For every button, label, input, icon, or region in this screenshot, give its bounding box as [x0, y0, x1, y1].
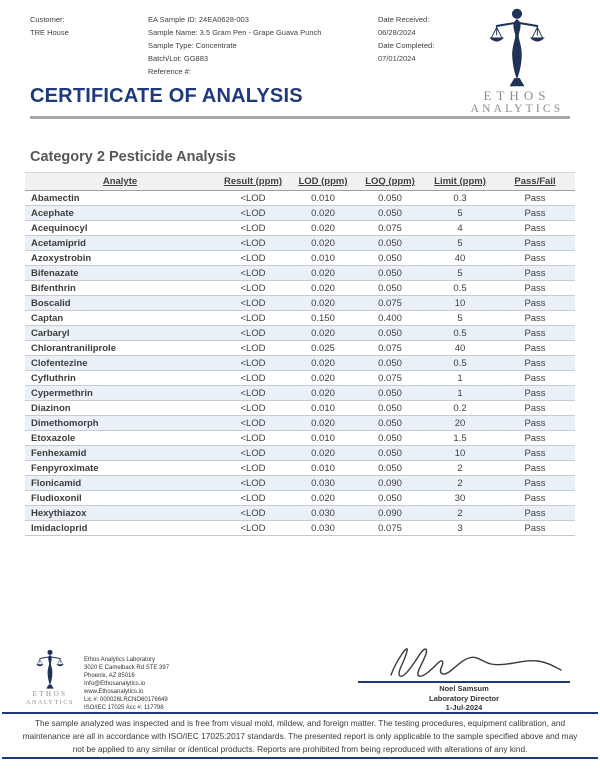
date-info-line: Date Received: [378, 15, 430, 24]
section-heading: Category 2 Pesticide Analysis [30, 149, 236, 165]
table-row [25, 446, 575, 461]
cell-value: 0.075 [355, 371, 425, 386]
cell-value: 0.010 [291, 431, 355, 446]
analyte-name: Etoxazole [25, 431, 215, 446]
sample-info [148, 13, 373, 78]
cell-value: <LOD [215, 416, 291, 431]
customer-label: Customer: [30, 15, 65, 24]
cell-value: 5 [425, 206, 495, 221]
signature-image [383, 639, 567, 681]
cell-value: 0.050 [355, 446, 425, 461]
cell-value: 0.020 [291, 356, 355, 371]
cell-value: Pass [495, 476, 575, 491]
cell-value: <LOD [215, 251, 291, 266]
cell-value: 0.050 [355, 266, 425, 281]
cell-value: 0.020 [291, 281, 355, 296]
cell-value: 0.030 [291, 476, 355, 491]
cell-value: Pass [495, 491, 575, 506]
cell-value: 0.050 [355, 191, 425, 206]
table-row [25, 476, 575, 491]
cell-value: 0.020 [291, 221, 355, 236]
table-row [25, 191, 575, 206]
cell-value: 0.075 [355, 521, 425, 536]
column-header: Result (ppm) [215, 173, 291, 191]
table-row [25, 416, 575, 431]
cell-value: 0.010 [291, 251, 355, 266]
cell-value: 2 [425, 461, 495, 476]
cell-value: 0.5 [425, 281, 495, 296]
lab-info-line: Info@Ethosanalytics.io [84, 681, 146, 687]
lab-info-line: Phoenix, AZ 85016 [84, 673, 135, 679]
cell-value: Pass [495, 251, 575, 266]
cell-value: Pass [495, 386, 575, 401]
lab-info-line: ISO/IEC 17025 Acc #: 117798 [84, 705, 164, 711]
column-header: LOQ (ppm) [355, 173, 425, 191]
title-divider [30, 116, 570, 119]
cell-value: <LOD [215, 191, 291, 206]
cell-value: 5 [425, 266, 495, 281]
cell-value: 10 [425, 446, 495, 461]
company-logo [460, 5, 574, 116]
table-row [25, 371, 575, 386]
cell-value: 0.050 [355, 281, 425, 296]
analyte-name: Acetamiprid [25, 236, 215, 251]
table-body [25, 191, 575, 536]
cell-value: 0.075 [355, 341, 425, 356]
table-row [25, 236, 575, 251]
cell-value: 20 [425, 416, 495, 431]
footer-logo [22, 648, 78, 707]
cell-value: 0.010 [291, 461, 355, 476]
cell-value: <LOD [215, 326, 291, 341]
cell-value: 0.030 [291, 506, 355, 521]
cell-value: <LOD [215, 401, 291, 416]
cell-value: 10 [425, 296, 495, 311]
cell-value: Pass [495, 266, 575, 281]
cell-value: 0.020 [291, 266, 355, 281]
analyte-name: Chlorantraniliprole [25, 341, 215, 356]
cell-value: 0.5 [425, 356, 495, 371]
table-row [25, 386, 575, 401]
cell-value: 0.075 [355, 296, 425, 311]
date-info-line: 07/01/2024 [378, 54, 416, 63]
cell-value: 0.050 [355, 491, 425, 506]
cell-value: 0.5 [425, 326, 495, 341]
analyte-name: Acequinocyl [25, 221, 215, 236]
page-title: CERTIFICATE OF ANALYSIS [30, 85, 303, 107]
cell-value: 0.050 [355, 251, 425, 266]
cell-value: 0.020 [291, 491, 355, 506]
cell-value: 0.090 [355, 506, 425, 521]
cell-value: <LOD [215, 491, 291, 506]
cell-value: <LOD [215, 296, 291, 311]
cell-value: 0.020 [291, 206, 355, 221]
cell-value: 0.3 [425, 191, 495, 206]
date-info-line: 06/28/2024 [378, 28, 416, 37]
customer-name: TRE House [30, 28, 69, 37]
analyte-name: Flonicamid [25, 476, 215, 491]
analyte-name: Bifenthrin [25, 281, 215, 296]
table-row [25, 341, 575, 356]
cell-value: 3 [425, 521, 495, 536]
analyte-name: Dimethomorph [25, 416, 215, 431]
disclaimer: The sample analyzed was inspected and is free from visual mold, mildew, and foreign matter. The testing procedures, equipment calibration, and maintenance are all in accordance with ISO/IEC 17025:2017 standards. The presented report is only applicable to the sample specified above and may not be applied to any similar or identical products. Reports are prohibited from being reproduced with alterations of any kind. [2, 712, 598, 759]
cell-value: 0.010 [291, 191, 355, 206]
cell-value: <LOD [215, 221, 291, 236]
analyte-name: Diazinon [25, 401, 215, 416]
cell-value: Pass [495, 221, 575, 236]
table-row [25, 251, 575, 266]
cell-value: Pass [495, 446, 575, 461]
cell-value: 1 [425, 371, 495, 386]
table-row [25, 311, 575, 326]
lab-contact-info [84, 656, 169, 712]
analyte-name: Cyfluthrin [25, 371, 215, 386]
cell-value: 0.075 [355, 221, 425, 236]
date-info-line: Date Completed: [378, 41, 435, 50]
cell-value: 0.030 [291, 521, 355, 536]
cell-value: 0.010 [291, 401, 355, 416]
lady-justice-icon-small [29, 648, 71, 690]
lab-info-line: Lic #: 000026LRCNO60176649 [84, 697, 168, 703]
table-row [25, 356, 575, 371]
cell-value: <LOD [215, 236, 291, 251]
date-info [378, 13, 468, 65]
cell-value: 5 [425, 311, 495, 326]
analyte-name: Fenpyroximate [25, 461, 215, 476]
cell-value: 0.2 [425, 401, 495, 416]
cell-value: Pass [495, 431, 575, 446]
cell-value: 0.050 [355, 461, 425, 476]
sample-info-line: Batch/Lot: GG883 [148, 54, 209, 63]
analyte-name: Cypermethrin [25, 386, 215, 401]
cell-value: Pass [495, 521, 575, 536]
cell-value: <LOD [215, 266, 291, 281]
analyte-name: Azoxystrobin [25, 251, 215, 266]
cell-value: Pass [495, 371, 575, 386]
cell-value: Pass [495, 461, 575, 476]
cell-value: 4 [425, 221, 495, 236]
cell-value: Pass [495, 296, 575, 311]
signature-block [358, 684, 570, 713]
cell-value: 0.050 [355, 431, 425, 446]
cell-value: Pass [495, 311, 575, 326]
cell-value: 0.020 [291, 446, 355, 461]
cell-value: Pass [495, 281, 575, 296]
table-row [25, 266, 575, 281]
cell-value: 0.020 [291, 236, 355, 251]
cell-value: Pass [495, 206, 575, 221]
signature-line [358, 681, 570, 683]
cell-value: <LOD [215, 521, 291, 536]
lady-justice-icon [476, 5, 558, 89]
analyte-name: Hexythiazox [25, 506, 215, 521]
cell-value: 0.050 [355, 326, 425, 341]
cell-value: Pass [495, 506, 575, 521]
signer-name: Noel Samsum [439, 684, 489, 693]
cell-value: Pass [495, 401, 575, 416]
lab-info-line: www.Ethosanalytics.io [84, 689, 144, 695]
table-row [25, 326, 575, 341]
lab-info-line: Ethos Analytics Laboratory [84, 657, 156, 663]
cell-value: <LOD [215, 206, 291, 221]
table-row [25, 461, 575, 476]
table-row [25, 281, 575, 296]
cell-value: <LOD [215, 341, 291, 356]
cell-value: 0.050 [355, 236, 425, 251]
cell-value: 0.050 [355, 416, 425, 431]
analyte-name: Clofentezine [25, 356, 215, 371]
analyte-name: Fludioxonil [25, 491, 215, 506]
table-row [25, 491, 575, 506]
table-row [25, 221, 575, 236]
cell-value: <LOD [215, 281, 291, 296]
analyte-name: Bifenazate [25, 266, 215, 281]
cell-value: 30 [425, 491, 495, 506]
lab-info-line: 3020 E Camelback Rd STE 397 [84, 665, 170, 671]
column-header: Pass/Fail [495, 173, 575, 191]
cell-value: <LOD [215, 476, 291, 491]
table-row [25, 431, 575, 446]
analyte-name: Imidacloprid [25, 521, 215, 536]
cell-value: 1.5 [425, 431, 495, 446]
analyte-name: Boscalid [25, 296, 215, 311]
cell-value: <LOD [215, 446, 291, 461]
signature-date: 1-Jul-2024 [445, 703, 483, 712]
footer-logo-wordmark-line2: ANALYTICS [26, 700, 74, 706]
table-row [25, 401, 575, 416]
cell-value: <LOD [215, 356, 291, 371]
cell-value: Pass [495, 326, 575, 341]
sample-info-line: Sample Type: Concentrate [148, 41, 237, 50]
sample-info-line: Reference #: [148, 67, 191, 76]
sample-info-line: Sample Name: 3.5 Gram Pen - Grape Guava Punch [148, 28, 322, 37]
cell-value: <LOD [215, 371, 291, 386]
customer-info [30, 13, 145, 39]
cell-value: 0.150 [291, 311, 355, 326]
cell-value: <LOD [215, 311, 291, 326]
analyte-name: Captan [25, 311, 215, 326]
cell-value: <LOD [215, 461, 291, 476]
logo-wordmark-line2: ANALYTICS [470, 103, 564, 115]
cell-value: 0.020 [291, 296, 355, 311]
sample-info-line: EA Sample ID: 24EA0628-003 [148, 15, 249, 24]
cell-value: 0.050 [355, 401, 425, 416]
column-header: LOD (ppm) [291, 173, 355, 191]
table-row [25, 206, 575, 221]
cell-value: Pass [495, 191, 575, 206]
cell-value: 5 [425, 236, 495, 251]
cell-value: 0.400 [355, 311, 425, 326]
cell-value: 40 [425, 341, 495, 356]
cell-value: Pass [495, 416, 575, 431]
analyte-name: Fenhexamid [25, 446, 215, 461]
cell-value: <LOD [215, 506, 291, 521]
cell-value: 0.050 [355, 386, 425, 401]
signer-title: Laboratory Director [428, 693, 500, 703]
cell-value: Pass [495, 356, 575, 371]
analyte-name: Carbaryl [25, 326, 215, 341]
table-row [25, 506, 575, 521]
table-header-row [25, 173, 575, 191]
column-header: Analyte [25, 173, 215, 191]
table-row [25, 521, 575, 536]
table-row [25, 296, 575, 311]
cell-value: <LOD [215, 386, 291, 401]
cell-value: 1 [425, 386, 495, 401]
cell-value: 0.020 [291, 371, 355, 386]
cell-value: 0.090 [355, 476, 425, 491]
cell-value: Pass [495, 236, 575, 251]
analyte-name: Abamectin [25, 191, 215, 206]
cell-value: 2 [425, 476, 495, 491]
cell-value: 0.020 [291, 326, 355, 341]
cell-value: 0.020 [291, 386, 355, 401]
pesticide-analysis-table [25, 172, 575, 536]
cell-value: <LOD [215, 431, 291, 446]
column-header: Limit (ppm) [425, 173, 495, 191]
footer-logo-wordmark-line1: ETHOS [32, 690, 68, 698]
logo-wordmark-line1: ETHOS [483, 88, 551, 103]
cell-value: Pass [495, 341, 575, 356]
cell-value: 40 [425, 251, 495, 266]
cell-value: 0.050 [355, 206, 425, 221]
cell-value: 0.050 [355, 356, 425, 371]
analyte-name: Acephate [25, 206, 215, 221]
cell-value: 2 [425, 506, 495, 521]
cell-value: 0.020 [291, 416, 355, 431]
cell-value: 0.025 [291, 341, 355, 356]
